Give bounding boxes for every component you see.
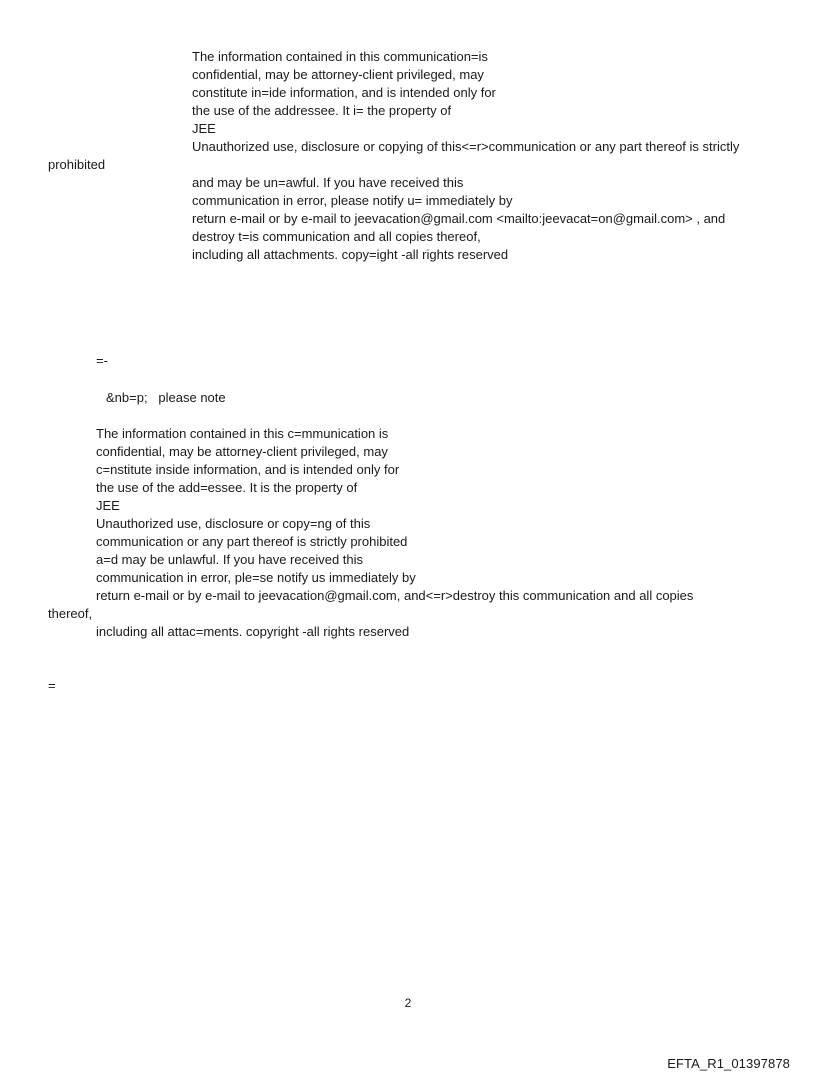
notice-2-line-9: communication in error, ple=se notify us immediately by bbox=[96, 570, 416, 585]
separator-2: = bbox=[48, 678, 56, 693]
notice-1-line-3: constitute in=ide information, and is intended only for bbox=[192, 85, 496, 100]
notice-1-line-2: confidential, may be attorney-client privileged, may bbox=[192, 67, 484, 82]
separator-1: =- bbox=[96, 353, 108, 368]
notice-1-line-1: The information contained in this communication=is bbox=[192, 49, 488, 64]
notice-2-line-12: including all attac=ments. copyright -all rights reserved bbox=[96, 624, 410, 639]
notice-2-line-8: a=d may be unlawful. If you have received this bbox=[96, 552, 364, 567]
notice-2-line-4: the use of the add=essee. It is the property of bbox=[96, 480, 358, 495]
notice-1-line-12: including all attachments. copy=ight -all rights reserved bbox=[192, 247, 509, 262]
document-id: EFTA_R1_01397878 bbox=[667, 1056, 790, 1071]
notice-2-line-2: confidential, may be attorney-client privileged, may bbox=[96, 444, 388, 459]
notice-2-line-10: return e-mail or by e-mail to jeevacation@gmail.com, and<=r>destroy this communication and all copies bbox=[96, 588, 694, 603]
notice-1-line-5: JEE bbox=[192, 121, 216, 136]
notice-2-line-6: Unauthorized use, disclosure or copy=ng of this bbox=[96, 516, 371, 531]
page-number: 2 bbox=[404, 996, 412, 1010]
please-note-line: &nb=p; please note bbox=[106, 390, 226, 405]
notice-2-line-7: communication or any part thereof is strictly prohibited bbox=[96, 534, 408, 549]
notice-1-line-9: communication in error, please notify u= immediately by bbox=[192, 193, 513, 208]
notice-2-line-5: JEE bbox=[96, 498, 120, 513]
notice-1-line-4: the use of the addressee. It i= the property of bbox=[192, 103, 452, 118]
notice-2-line-1: The information contained in this c=mmunication is bbox=[96, 426, 389, 441]
notice-1-line-7: prohibited bbox=[48, 157, 106, 172]
notice-2-line-11: thereof, bbox=[48, 606, 93, 621]
notice-1-line-11: destroy t=is communication and all copies thereof, bbox=[192, 229, 481, 244]
notice-2-line-3: c=nstitute inside information, and is intended only for bbox=[96, 462, 400, 477]
notice-1-line-10: return e-mail or by e-mail to jeevacation@gmail.com <mailto:jeevacat=on@gmail.com> , and bbox=[192, 211, 726, 226]
notice-1-line-8: and may be un=awful. If you have received this bbox=[192, 175, 464, 190]
notice-1-line-6: Unauthorized use, disclosure or copying of this<=r>communication or any part thereof is strictly bbox=[192, 139, 740, 154]
